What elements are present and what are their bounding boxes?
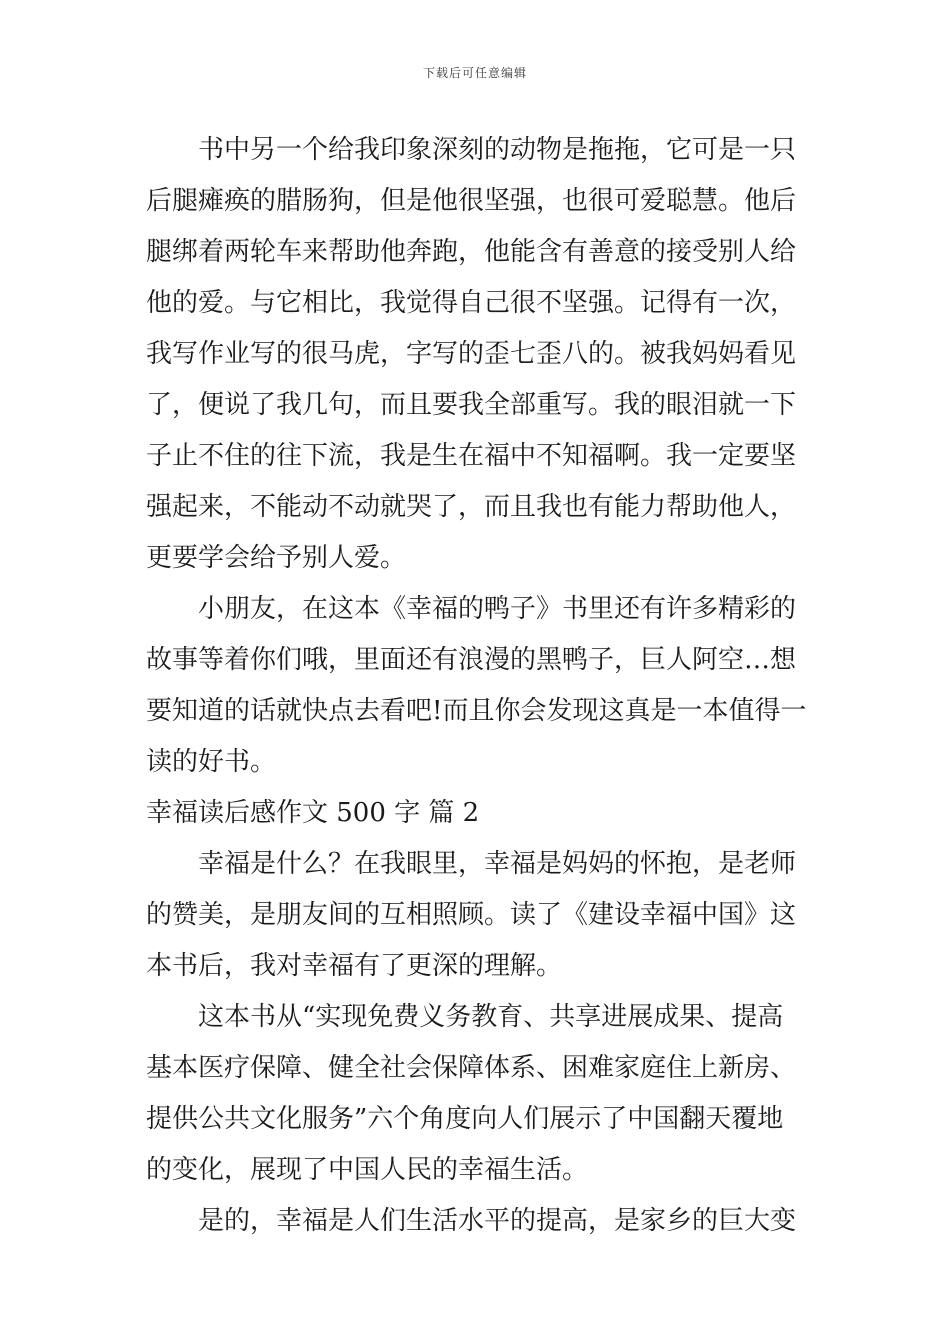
paragraph-line: 读的好书。 — [146, 747, 277, 777]
paragraph-line: 是的，幸福是人们生活水平的提高，是家乡的巨大变 — [198, 1206, 797, 1236]
paragraph-line: 本书后，我对幸福有了更深的理解。 — [146, 951, 563, 981]
paragraph-line: 提供公共文化服务”六个角度向人们展示了中国翻天覆地 — [146, 1104, 784, 1134]
paragraph-line: 基本医疗保障、健全社会保障体系、困难家庭住上新房、 — [146, 1053, 797, 1083]
paragraph-line: 的赞美，是朋友间的互相照顾。读了《建设幸福中国》这 — [146, 900, 797, 930]
paragraph-line: 要知道的话就快点去看吧!而且你会发现这真是一本值得一 — [146, 696, 807, 726]
paragraph-line: 他的爱。与它相比，我觉得自己很不坚强。记得有一次， — [146, 288, 797, 318]
paragraph-line: 故事等着你们哦，里面还有浪漫的黑鸭子，巨人阿空…想 — [146, 645, 797, 675]
paragraph-line: 的变化，展现了中国人民的幸福生活。 — [146, 1155, 589, 1185]
page-header: 下载后可任意编辑 — [422, 66, 527, 80]
paragraph-line: 腿绑着两轮车来帮助他奔跑，他能含有善意的接受别人给 — [146, 237, 797, 267]
paragraph-line: 强起来，不能动不动就哭了，而且我也有能力帮助他人， — [146, 492, 797, 522]
paragraph-line: 我写作业写的很马虎，字写的歪七歪八的。被我妈妈看见 — [146, 339, 797, 369]
paragraph-line: 更要学会给予别人爱。 — [146, 543, 407, 573]
paragraph-line: 这本书从“实现免费义务教育、共享进展成果、提高 — [198, 1002, 784, 1032]
paragraph-line: 了，便说了我几句，而且要我全部重写。我的眼泪就一下 — [146, 390, 797, 420]
section-heading: 幸福读后感作文 500 字 篇 2 — [146, 798, 480, 828]
paragraph-line: 小朋友，在这本《幸福的鸭子》书里还有许多精彩的 — [198, 594, 797, 624]
paragraph-line: 书中另一个给我印象深刻的动物是拖拖，它可是一只 — [198, 135, 797, 165]
paragraph-line: 子止不住的往下流，我是生在福中不知福啊。我一定要坚 — [146, 441, 797, 471]
paragraph-line: 幸福是什么？在我眼里，幸福是妈妈的怀抱，是老师 — [198, 849, 797, 879]
paragraph-line: 后腿瘫痪的腊肠狗，但是他很坚强，也很可爱聪慧。他后 — [146, 186, 797, 216]
